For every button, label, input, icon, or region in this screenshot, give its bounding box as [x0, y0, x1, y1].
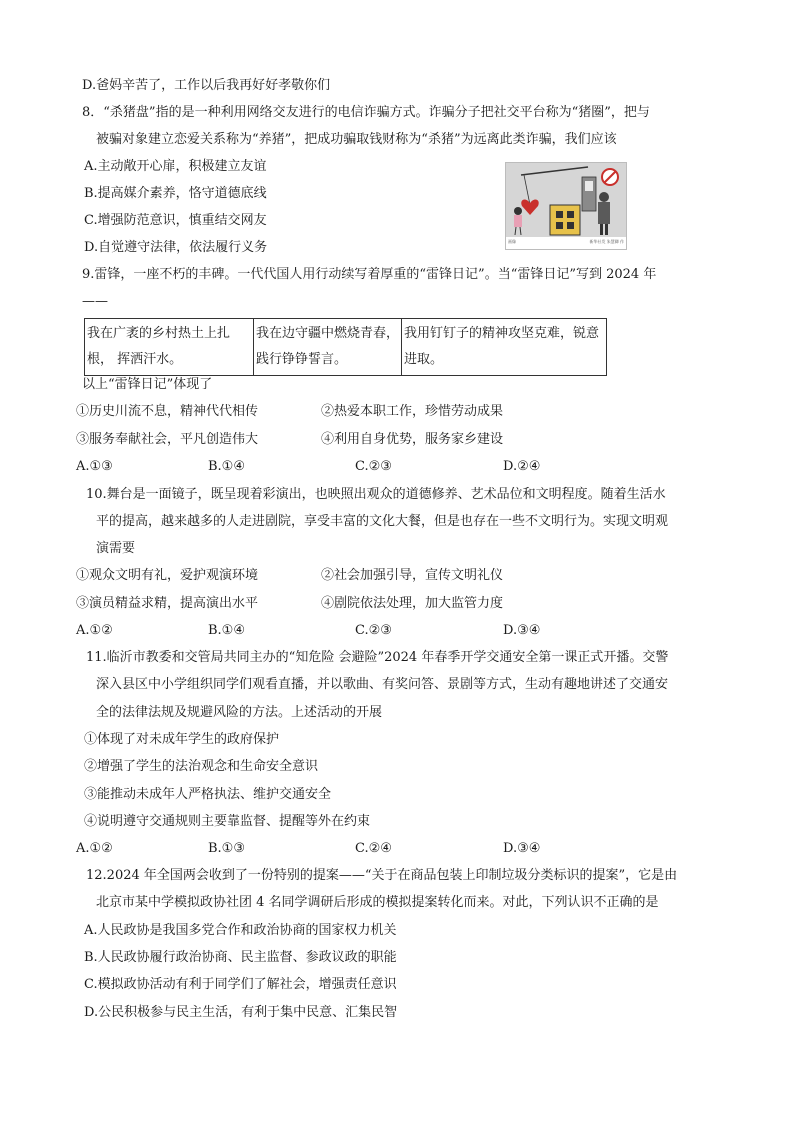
cartoon-caption-left: 画像	[508, 239, 516, 244]
q8-option-b: B.提高媒介素养，恪守道德底线	[84, 186, 267, 201]
q7-option-d: D.爸妈辛苦了，工作以后我再好好孝敬你们	[82, 78, 331, 93]
table-row	[85, 319, 607, 376]
q11-item-1: ①体现了对未成年学生的政府保护	[84, 732, 280, 747]
q11-item-3: ③能推动未成年人严格执法、维护交通安全	[84, 787, 332, 802]
q12-option-c: C.模拟政协活动有利于同学们了解社会，增强责任意识	[84, 977, 397, 992]
q12-stem-line1: 12.2024 年全国两会收到了一份特别的提案——“关于在商品包装上印制垃圾分类标识的提案”，它是由	[86, 868, 678, 883]
q9-choice-d: D.②④	[503, 459, 541, 474]
diary-entry-2: 我在边守疆中燃烧青春， 践行铮铮誓言。	[254, 319, 402, 376]
q8-option-a: A.主动敞开心扉，积极建立友谊	[84, 159, 267, 174]
q11-choice-c: C.②④	[355, 841, 392, 856]
q9-diary-table	[84, 318, 607, 376]
q9-item-2: ②热爱本职工作，珍惜劳动成果	[321, 404, 504, 419]
q10-choice-a: A.①②	[76, 623, 113, 638]
q9-stem-line1: 9.雷锋，一座不朽的丰碑。一代代国人用行动续写着厚重的“雷锋日记”。当“雷锋日记”写到 2024 年	[82, 267, 657, 282]
q10-choice-b: B.①④	[208, 623, 245, 638]
q10-stem-line1: 10.舞台是一面镜子，既呈现着彩演出，也映照出观众的道德修养、艺术品位和文明程度。随着生活水	[86, 487, 666, 502]
q9-choice-c: C.②③	[355, 459, 392, 474]
q12-option-b: B.人民政协履行政治协商、民主监督、参政议政的职能	[84, 950, 397, 965]
q10-choice-d: D.③④	[503, 623, 541, 638]
q8-option-c: C.增强防范意识，慎重结交网友	[84, 213, 267, 228]
q8-stem-line2: 被骗对象建立恋爱关系称为“养猪”，把成功骗取钱财称为“杀猪”为远离此类诈骗，我们应该	[96, 132, 617, 147]
q11-stem-line3: 全的法律法规及规避风险的方法。上述活动的开展	[96, 705, 383, 720]
q10-stem-line3: 演需要	[96, 541, 136, 556]
q12-option-d: D.公民积极参与民主生活，有利于集中民意、汇集民智	[84, 1005, 398, 1020]
diary-entry-1: 我在广袤的乡村热土上扎根， 挥洒汗水。	[85, 319, 254, 376]
q9-stem-line2: ——	[82, 294, 108, 309]
q11-choice-d: D.③④	[503, 841, 541, 856]
q10-choice-c: C.②③	[355, 623, 392, 638]
q11-choice-a: A.①②	[76, 841, 113, 856]
q11-stem-line2: 深入县区中小学组织同学们观看直播，并以歌曲、有奖问答、景剧等方式，生动有趣地讲述了交通安	[96, 677, 669, 692]
q8-option-d: D.自觉遵守法律，依法履行义务	[84, 240, 268, 255]
diary-entry-3: 我用钉钉子的精神攻坚克难，锐意进取。	[402, 319, 607, 376]
q11-choice-b: B.①③	[208, 841, 245, 856]
cartoon-caption-right: 新华社发 朱慧卿 作	[589, 239, 624, 244]
q10-item-1: ①观众文明有礼，爱护观演环境	[76, 568, 259, 583]
pig-butchering-cartoon	[505, 162, 627, 250]
cartoon-drawing	[506, 163, 626, 249]
q9-item-3: ③服务奉献社会，平凡创造伟大	[76, 432, 259, 447]
q11-item-4: ④说明遵守交通规则主要靠监督、提醒等外在约束	[84, 814, 371, 829]
q9-choice-a: A.①③	[76, 459, 113, 474]
q9-item-1: ①历史川流不息，精神代代相传	[76, 404, 259, 419]
q10-item-4: ④剧院依法处理，加大监管力度	[321, 596, 504, 611]
q12-option-a: A.人民政协是我国多党合作和政治协商的国家权力机关	[84, 923, 397, 938]
q9-item-4: ④利用自身优势，服务家乡建设	[321, 432, 504, 447]
q9-reflect: 以上“雷锋日记”体现了	[82, 377, 213, 392]
q12-stem-line2: 北京市某中学模拟政协社团 4 名同学调研后形成的模拟提案转化而来。对此，下列认识不正确的是	[96, 895, 659, 910]
q10-item-2: ②社会加强引导，宣传文明礼仪	[321, 568, 504, 583]
q10-stem-line2: 平的提高，越来越多的人走进剧院，享受丰富的文化大餐，但是也存在一些不文明行为。实现文明观	[96, 514, 669, 529]
q11-item-2: ②增强了学生的法治观念和生命安全意识	[84, 759, 319, 774]
q9-choice-b: B.①④	[208, 459, 245, 474]
q8-stem-line1: 8．“杀猪盘”指的是一种利用网络交友进行的电信诈骗方式。诈骗分子把社交平台称为“猪圈”，把与	[82, 105, 650, 120]
q10-item-3: ③演员精益求精，提高演出水平	[76, 596, 259, 611]
q11-stem-line1: 11.临沂市教委和交管局共同主办的“知危险 会避险”2024 年春季开学交通安全第一课正式开播。交警	[86, 650, 669, 665]
